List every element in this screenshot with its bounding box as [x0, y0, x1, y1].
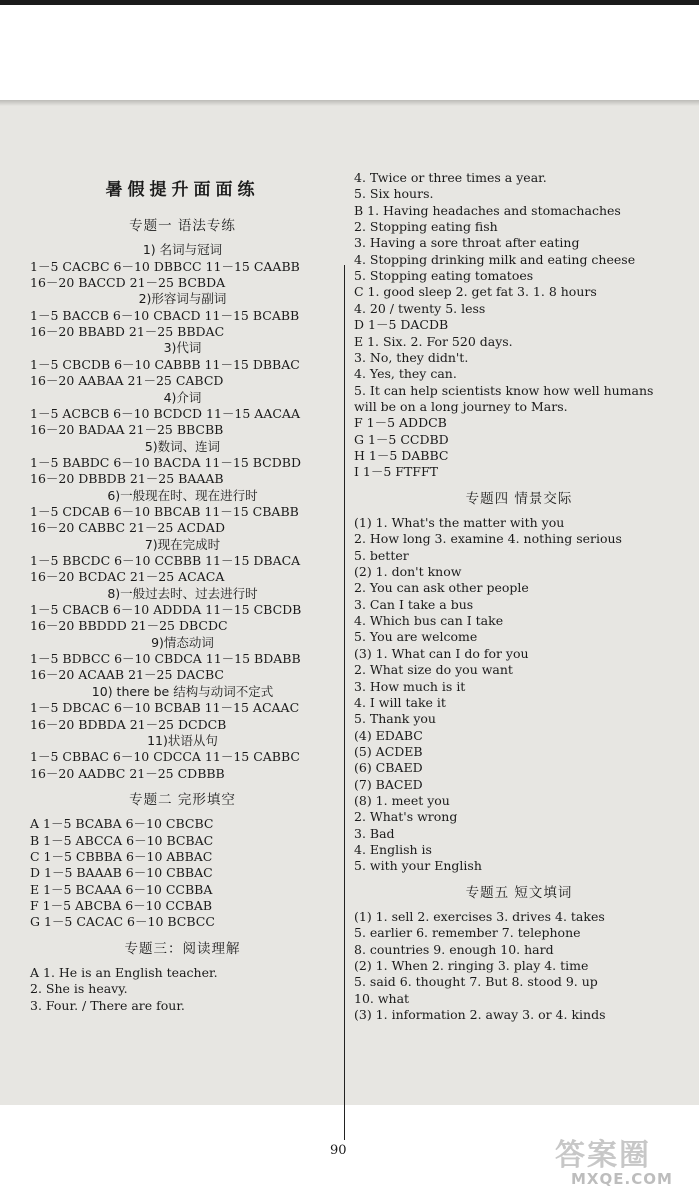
- answer-line: D 1－5 DACDB: [354, 317, 449, 333]
- answer-line: 5. Stopping eating tomatoes: [354, 268, 534, 284]
- answer-line: I 1－5 FTFFT: [354, 464, 438, 480]
- section-title: 专题三：阅读理解: [124, 940, 241, 957]
- section-title: 专题四 情景交际: [465, 490, 573, 507]
- subsection-title: 7)现在完成时: [144, 536, 221, 552]
- answer-line: 1－5 BABDC 6－10 BACDA 11－15 BCDBD: [30, 454, 301, 470]
- answer-line: 3. Four. / There are four.: [30, 997, 185, 1013]
- answer-line: (2) 1. When 2. ringing 3. play 4. time: [354, 958, 589, 974]
- watermark-url: MXQE.COM: [571, 1170, 673, 1188]
- answer-line: 16－20 BDBDA 21－25 DCDCB: [30, 716, 227, 732]
- section-title: 专题五 短文填词: [465, 884, 573, 901]
- answer-line: D 1－5 BAAAB 6－10 CBBAC: [30, 865, 213, 881]
- answer-line: (3) 1. information 2. away 3. or 4. kinds: [354, 1007, 606, 1023]
- answer-line: (5) ACDEB: [354, 743, 423, 759]
- subsection-title: 9)情态动词: [151, 634, 214, 650]
- answer-line: 5. It can help scientists know how well humans: [354, 382, 654, 398]
- answer-line: B 1－5 ABCCA 6－10 BCBAC: [30, 832, 214, 848]
- answer-line: C 1－5 CBBBA 6－10 ABBAC: [30, 848, 213, 864]
- answer-line: 4. I will take it: [354, 694, 446, 710]
- section-title: 专题一 语法专练: [129, 218, 236, 234]
- subsection-title: 10) there be 结构与动词不定式: [91, 683, 274, 699]
- answer-line: 8. countries 9. enough 10. hard: [354, 941, 554, 957]
- answer-line: will be on a long journey to Mars.: [354, 398, 568, 414]
- section-title: 专题二 完形填空: [129, 791, 236, 808]
- answer-line: 2. What's wrong: [354, 809, 458, 825]
- answer-line: 5. said 6. thought 7. But 8. stood 9. up: [354, 974, 598, 990]
- answer-line: 1－5 CBCDB 6－10 CABBB 11－15 DBBAC: [30, 356, 300, 372]
- answer-line: 2. What size do you want: [354, 662, 513, 678]
- answer-line: A 1－5 BCABA 6－10 CBCBC: [30, 816, 214, 832]
- column-divider: [344, 265, 345, 1140]
- answer-line: H 1－5 DABBC: [354, 447, 449, 463]
- answer-line: 16－20 DBBDB 21－25 BAAAB: [30, 471, 224, 487]
- answer-line: 3. Having a sore throat after eating: [354, 235, 580, 251]
- answer-line: B 1. Having headaches and stomachaches: [354, 202, 621, 218]
- answer-line: 1－5 ACBCB 6－10 BCDCD 11－15 AACAA: [30, 405, 300, 421]
- answer-line: 16－20 AABAA 21－25 CABCD: [30, 373, 224, 389]
- answer-line: (6) CBAED: [354, 760, 423, 776]
- watermark-logo-text: 答案圈: [555, 1138, 651, 1173]
- answer-line: A 1. He is an English teacher.: [30, 965, 218, 981]
- answer-line: 3. Bad: [354, 825, 395, 841]
- answer-line: C 1. good sleep 2. get fat 3. 1. 8 hours: [354, 284, 597, 300]
- answer-line: 3. No, they didn't.: [354, 349, 469, 365]
- subsection-title: 8)一般过去时、过去进行时: [107, 585, 258, 601]
- main-title: 暑假提升面面练: [105, 180, 260, 200]
- subsection-title: 5)数词、连词: [144, 438, 221, 454]
- answer-line: G 1－5 CCDBD: [354, 431, 449, 447]
- answer-line: 1－5 BACCB 6－10 CBACD 11－15 BCABB: [30, 307, 300, 323]
- answer-line: 2. She is heavy.: [30, 981, 128, 997]
- answer-line: 2. How long 3. examine 4. nothing serious: [354, 531, 622, 547]
- answer-line: (1) 1. sell 2. exercises 3. drives 4. takes: [354, 909, 605, 925]
- answer-line: 4. Twice or three times a year.: [354, 170, 547, 185]
- answer-line: 3. How much is it: [354, 678, 466, 694]
- answer-line: (3) 1. What can I do for you: [354, 645, 529, 661]
- answer-line: 16－20 CABBC 21－25 ACDAD: [30, 520, 225, 536]
- answer-line: (2) 1. don't know: [354, 564, 462, 580]
- answer-line: 4. Stopping drinking milk and eating cheese: [354, 251, 636, 267]
- answer-line: 5. with your English: [354, 858, 482, 874]
- answer-line: 1－5 DBCAC 6－10 BCBAB 11－15 ACAAC: [30, 700, 300, 716]
- subsection-title: 3)代词: [163, 340, 202, 356]
- answer-line: 1－5 BDBCC 6－10 CBDCA 11－15 BDABB: [30, 651, 301, 667]
- answer-line: 1－5 CBACB 6－10 ADDDA 11－15 CBCDB: [30, 602, 302, 618]
- answer-line: 16－20 BBABD 21－25 BBDAC: [30, 324, 225, 340]
- answer-line: 16－20 BBDDD 21－25 DBCDC: [30, 618, 228, 634]
- answer-line: 5. Six hours.: [354, 186, 434, 202]
- answer-line: 16－20 BCDAC 21－25 ACACA: [30, 569, 225, 585]
- top-edge-bar: [0, 0, 699, 5]
- answer-line: 1－5 BBCDC 6－10 CCBBB 11－15 DBACA: [30, 553, 301, 568]
- answer-line: 1－5 CBBAC 6－10 CDCCA 11－15 CABBC: [30, 749, 300, 765]
- answer-line: 16－20 AADBC 21－25 CDBBB: [30, 765, 225, 781]
- answer-line: 5. better: [354, 547, 409, 563]
- answer-line: (8) 1. meet you: [354, 792, 450, 808]
- answer-line: 5. Thank you: [354, 711, 436, 727]
- answer-line: 4. 20 / twenty 5. less: [354, 300, 486, 316]
- answer-line: (4) EDABC: [354, 727, 423, 743]
- subsection-title: 1) 名词与冠词: [142, 242, 223, 258]
- answer-line: 5. You are welcome: [354, 629, 478, 645]
- answer-line: 4. Which bus can I take: [354, 613, 504, 629]
- answer-line: 10. what: [354, 990, 410, 1006]
- answer-line: E 1. Six. 2. For 520 days.: [354, 333, 513, 349]
- answer-line: G 1－5 CACAC 6－10 BCBCC: [30, 914, 215, 930]
- subsection-title: 11)状语从句: [147, 732, 218, 748]
- answer-line: E 1－5 BCAAA 6－10 CCBBA: [30, 881, 213, 897]
- subsection-title: 6)一般现在时、现在进行时: [107, 487, 258, 503]
- answer-line: 3. Can I take a bus: [354, 596, 474, 612]
- answer-line: F 1－5 ABCBA 6－10 CCBAB: [30, 898, 213, 913]
- answer-line: 16－20 BADAA 21－25 BBCBB: [30, 422, 224, 438]
- answer-line: 16－20 ACAAB 21－25 DACBC: [30, 667, 224, 683]
- answer-line: 2. You can ask other people: [354, 580, 529, 596]
- page-number: 90: [330, 1143, 347, 1158]
- answer-line: (1) 1. What's the matter with you: [354, 515, 565, 530]
- answer-line: 1－5 CDCAB 6－10 BBCAB 11－15 CBABB: [30, 503, 299, 519]
- answer-line: 16－20 BACCD 21－25 BCBDA: [30, 275, 226, 291]
- answer-line: 1－5 CACBC 6－10 DBBCC 11－15 CAABB: [30, 258, 300, 274]
- subsection-title: 4)介词: [163, 389, 202, 405]
- answer-line: F 1－5 ADDCB: [354, 415, 447, 431]
- answer-line: 4. English is: [354, 842, 432, 857]
- subsection-title: 2)形容词与副词: [138, 291, 227, 307]
- watermark-logo: [555, 1130, 695, 1192]
- answer-line: 5. earlier 6. remember 7. telephone: [354, 925, 581, 941]
- answer-line: 2. Stopping eating fish: [354, 219, 498, 235]
- answer-line: (7) BACED: [354, 776, 423, 792]
- answer-line: 4. Yes, they can.: [354, 366, 457, 382]
